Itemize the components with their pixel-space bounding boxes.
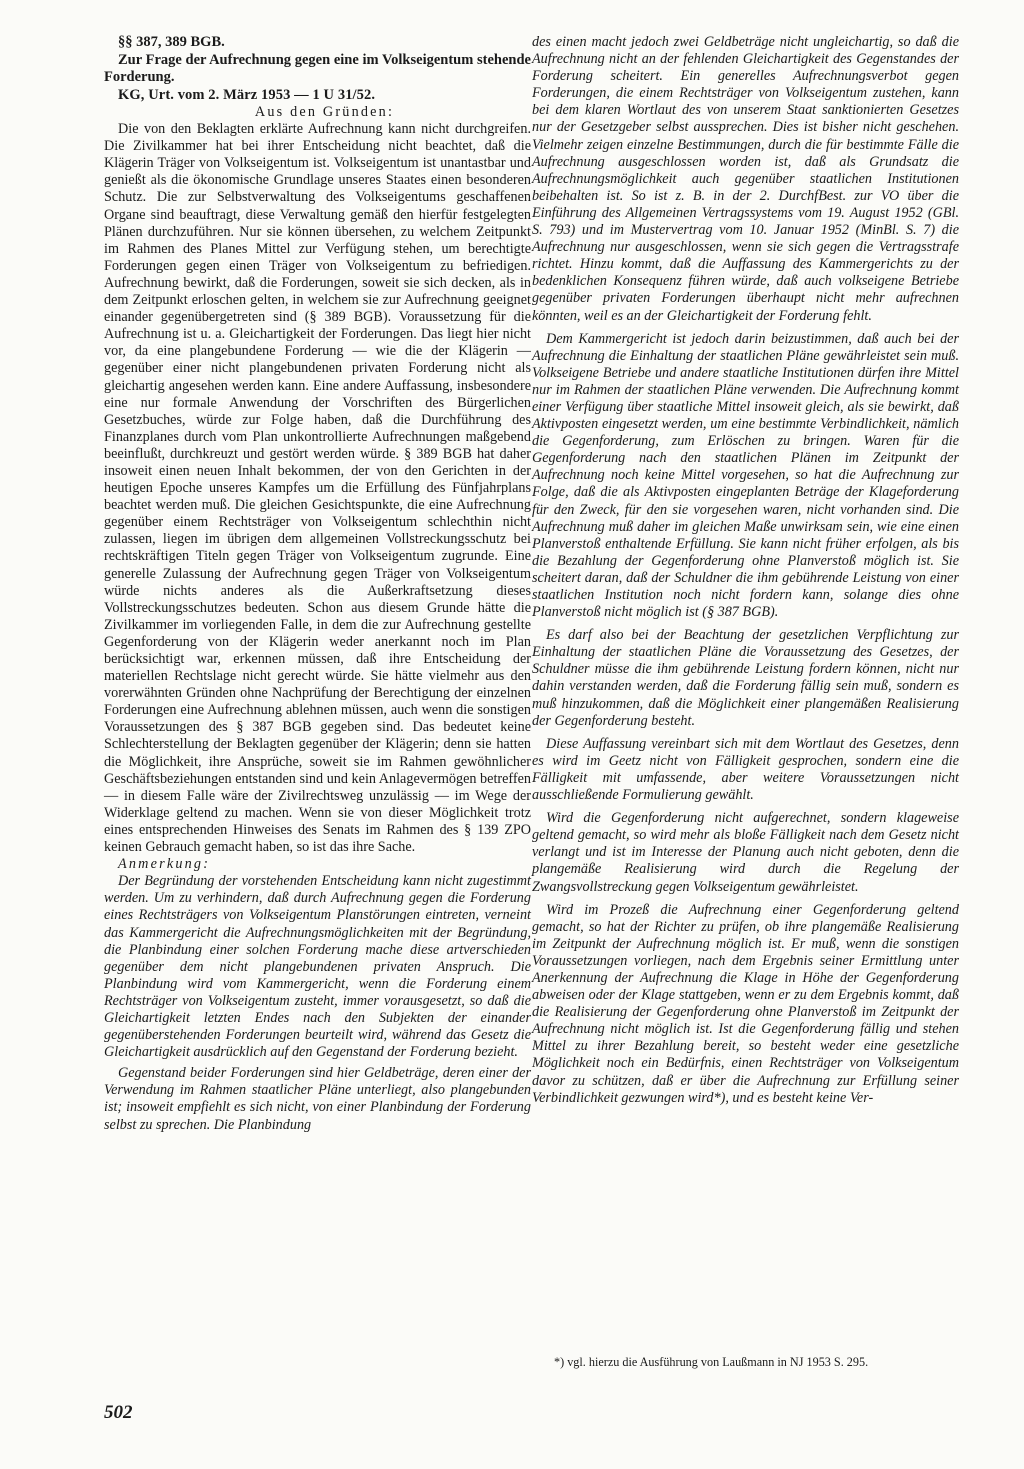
decision-title: Zur Frage der Aufrechnung gegen eine im Volkseigentum stehende Forderung.	[104, 51, 531, 85]
annotation-paragraph: Der Begründung der vorstehenden Entscheidung kann nicht zugestimmt werden. Um zu verhindern, daß durch Aufrechnung gegen die Forderung eines Rechtsträgers von Volkseigentum Planstörungen eintreten, verneint das Kammergericht die Aufrechnungsmöglichkeiten mit der Begründung, die Planbindung einer solchen Forderung mache diese artverschieden gegenüber dem nicht plangebundenen privaten Anspruch. Die Planbindung wird vom Kammergericht, wenn die Forderung einem Rechtsträger von Volkseigentum zusteht, immer vorausgesetzt, so daß die Gleichartigkeit letzten Endes nach den Subjekten der einander gegenüberstehenden Forderungen beurteilt wird, während das Gesetz die Gleichartigkeit ausdrücklich auf den Gegenstand der Forderung bezieht.	[104, 873, 531, 1061]
annotation-paragraph: Diese Auffassung vereinbart sich mit dem Wortlaut des Gesetzes, denn es wird im Geetz nicht von Fälligkeit gesprochen, sondern eine die Fälligkeit mit umfassende, aber weitere Voraussetzungen nicht ausschließende Formulierung gewählt.	[532, 735, 959, 804]
annotation-left-block	[104, 873, 531, 1133]
annotation-heading: Anmerkung:	[118, 856, 211, 873]
left-column	[104, 34, 531, 1134]
annotation-paragraph: Es darf also bei der Beachtung der gesetzlichen Verpflichtung zur Einhaltung der staatlichen Pläne die Voraussetzung des Gesetzes, der Schuldner müsse die ihm gebührende Leistung fordern können, nicht nur dahin verstanden werden, daß die Forderung fällig sein muß, sondern es muß hinzukommen, daß die Möglichkeit einer plangemäßen Realisierung der Gegenforderung besteht.	[532, 627, 959, 729]
annotation-paragraph: Wird die Gegenforderung nicht aufgerechnet, sondern klageweise geltend gemacht, so wird mehr als bloße Fälligkeit nach dem Gesetz nicht verlangt und ist im Interesse der Planung auch nicht geboten, denn die plangemäße Realisierung wird durch die Regelung der Zwangsvollstreckung gegen Volkseigentum gewährleistet.	[532, 810, 959, 895]
grounds-paragraph: Die von den Beklagten erklärte Aufrechnung kann nicht durchgreifen. Die Zivilkammer hat bei ihrer Entscheidung nicht beachtet, daß die Klägerin Träger von Volkseigentum ist. Volkseigentum ist unantastbar und genießt als die ökonomische Grundlage unseres Staates einen besonderen Schutz. Die zur Selbstverwaltung des Volkseigentums geschaffenen Organe sind beauftragt, diese Verwaltung gemäß den hierfür festgelegten Plänen durchzuführen. Nur sie können übersehen, zu welchem Zeitpunkt im Rahmen des Planes Mittel zur Verfügung stehen, um berechtigte Forderungen gegen einen Träger von Volkseigentum zu befriedigen. Aufrechnung bewirkt, daß die Forderungen, soweit sie sich decken, als in dem Zeitpunkt erloschen gelten, in welchem sie zur Aufrechnung geeignet einander gegenübergetreten sind (§ 389 BGB). Voraussetzung für die Aufrechnung ist u. a. Gleichartigkeit der Forderungen. Das liegt hier nicht vor, da eine plangebundene Forderung — wie die der Klägerin — gegenüber einer nicht plangebundenen privaten Forderung nicht als gleichartig angesehen werden kann. Eine andere Auffassung, insbesondere eine nur formale Anwendung der Vorschriften des Bürgerlichen Gesetzbuches, würde zur Folge haben, daß die Durchführung des Finanzplanes durch vom Plan unkontrollierte Aufrechnungen maßgebend beeinflußt, durchkreuzt und gestört werden würde. § 389 BGB hat daher insoweit einen neuen Inhalt bekommen, der von den Gerichten in der heutigen Epoche unseres Kampfes um die Erfüllung des Fünfjahrplans beachtet werden muß. Die gleichen Gesichtspunkte, die eine Aufrechnung gegenüber einem Rechtsträger von Volkseigentum schlechthin nicht zulassen, liegen im übrigen dem allgemeinen Vollstreckungsschutz bei rechtskräftigen Titeln gegen Träger von Volkseigentum zugrunde. Eine generelle Zulassung der Aufrechnung gegen Träger von Volkseigentum würde nichts anderes als die Außerkraftsetzung dieses Vollstreckungsschutzes bedeuten. Schon aus diesem Grunde hätte die Zivilkammer im vorliegenden Falle, in dem die zur Aufrechnung gestellte Gegenforderung von der Klägerin weder anerkannt noch im Plan berücksichtigt war, erkennen müssen, daß ihre Entscheidung der materiellen Rechtslage nicht gerecht würde. Sie hätte vielmehr aus den vorerwähnten Gründen ohne Nachprüfung der Berechtigung der einzelnen Forderungen eine Aufrechnung ablehnen müssen, auch wenn die sonstigen Voraussetzungen des § 387 BGB gegeben sind. Das bedeutet keine Schlechterstellung der Beklagten gegenüber der Klägerin; denn sie hatten die Möglichkeit, ihre Ansprüche, soweit sie im Rahmen gewöhnlicher Geschäftsbeziehungen entstanden sind und kein Anlagevermögen betreffen — in diesem Falle wäre der Zivilrechtsweg unzulässig — im Wege der Widerklage geltend zu machen. Wenn sie von dieser Möglichkeit trotz eines entsprechenden Hinweises des Senats im Rahmen des § 139 ZPO keinen Gebrauch gemacht haben, so ist das ihre Sache.	[104, 121, 531, 856]
law-reference: §§ 387, 389 BGB.	[118, 34, 225, 50]
annotation-paragraph: Gegenstand beider Forderungen sind hier Geldbeträge, deren einer der Verwendung im Rahmen staatlicher Pläne unterliegt, also plangebunden ist; insoweit empfiehlt es sich nicht, von einer Planbindung der Forderung selbst zu sprechen. Die Planbindung	[104, 1065, 531, 1133]
grounds-heading: Aus den Gründen:	[254, 104, 395, 120]
right-column	[532, 34, 959, 1107]
annotation-paragraph: Wird im Prozeß die Aufrechnung einer Gegenforderung geltend gemacht, so hat der Richter zu prüfen, ob ihre plangemäße Realisierung im Zeitpunkt der Aufrechnung möglich ist. Er muß, wenn die sonstigen Voraussetzungen vorliegen, nach dem Ergebnis seiner Ermittlung unter Anerkennung der Aufrechnung die Klage in Höhe der Gegenforderung abweisen oder der Klage stattgeben, wenn er zu dem Ergebnis kommt, daß die Realisierung der Gegenforderung ohne Planverstoß im Zeitpunkt der Aufrechnung nicht möglich ist. Ist die Gegenforderung fällig und stehen Mittel zu ihrer Bezahlung bereit, so besteht weder eine gesetzliche Möglichkeit noch ein Bedürfnis, einen Rechtsträger von Volkseigentum davor zu schützen, daß er über die Aufrechnung zur Erfüllung seiner Verbindlichkeit gezwungen wird*), und es besteht keine Ver-	[532, 901, 959, 1106]
footnote: *) vgl. hierzu die Ausführung von Laußmann in NJ 1953 S. 295.	[554, 1355, 869, 1369]
page-number: 502	[104, 1402, 133, 1423]
court-citation: KG, Urt. vom 2. März 1953 — 1 U 31/52.	[118, 86, 376, 103]
annotation-paragraph: Dem Kammergericht ist jedoch darin beizustimmen, daß auch bei der Aufrechnung die Einhaltung der staatlichen Pläne gewährleistet sein muß. Volkseigene Betriebe und andere staatliche Institutionen dürfen ihre Mittel nur im Rahmen der staatlichen Pläne verwenden. Die Aufrechnung kommt einer Verfügung über staatliche Mittel insoweit gleich, als sie bewirkt, daß Aktivposten eingesetzt werden, um eine bestimmte Verbindlichkeit, nämlich die Gegenforderung, zum Erlöschen zu bringen. Waren für die Gegenforderung nach den staatlichen Plänen im Zeitpunkt der Aufrechnung noch keine Mittel vorgesehen, so hat die Aufrechnung zur Folge, daß die als Aktivposten eingeplanten Beträge der Klageforderung für den Zweck, für den sie vorgesehen waren, nicht vorhanden sind. Die Aufrechnung muß daher im gleichen Maße unwirksam sein, wie eine einen Planverstoß enthaltende Erfüllung. Sie kann nicht früher erfolgen, als bis die Bezahlung der Gegenforderung ohne Planverstoß möglich ist. Sie scheitert daran, daß der Schuldner die ihm gebührende Leistung von einer staatlichen Institution noch nicht fordern kann, solange dies ohne Planverstoß nicht möglich ist (§ 387 BGB).	[532, 330, 959, 621]
annotation-paragraph: des einen macht jedoch zwei Geldbeträge nicht ungleichartig, so daß die Aufrechnung nicht an der fehlenden Gleichartigkeit des Gegenstandes der Forderung scheitert. Ein generelles Aufrechnungsverbot gegen Forderungen, die einem Rechtsträger von Volkseigentum zustehen, kann bei dem klaren Wortlaut des von unserem Staat sanktionierten Gesetzes nur der Gesetzgeber selbst aussprechen. Dies ist bisher nicht geschehen. Vielmehr zeigen einzelne Bestimmungen, durch die für bestimmte Fälle die Aufrechnung ausgeschlossen worden ist, daß als Grundsatz die Aufrechnungsmöglichkeit auch gegenüber staatlichen Institutionen beibehalten ist. So ist z. B. in der 2. DurchfBest. zur VO über die Einführung des Allgemeinen Vertragssystems vom 19. August 1952 (GBl. S. 793) und im Mustervertrag vom 10. Januar 1952 (MinBl. S. 7) die Aufrechnung nur ausgeschlossen, wenn sie sich gegen die Vertragsstrafe richtet. Hinzu kommt, daß die Auffassung des Kammergerichts zu der bedenklichen Konsequenz führen würde, daß auch volkseigene Betriebe gegenüber privaten Forderungen überhaupt nicht mehr aufrechnen könnten, weil es an der Gleichartigkeit der Forderung fehlt.	[532, 34, 959, 324]
